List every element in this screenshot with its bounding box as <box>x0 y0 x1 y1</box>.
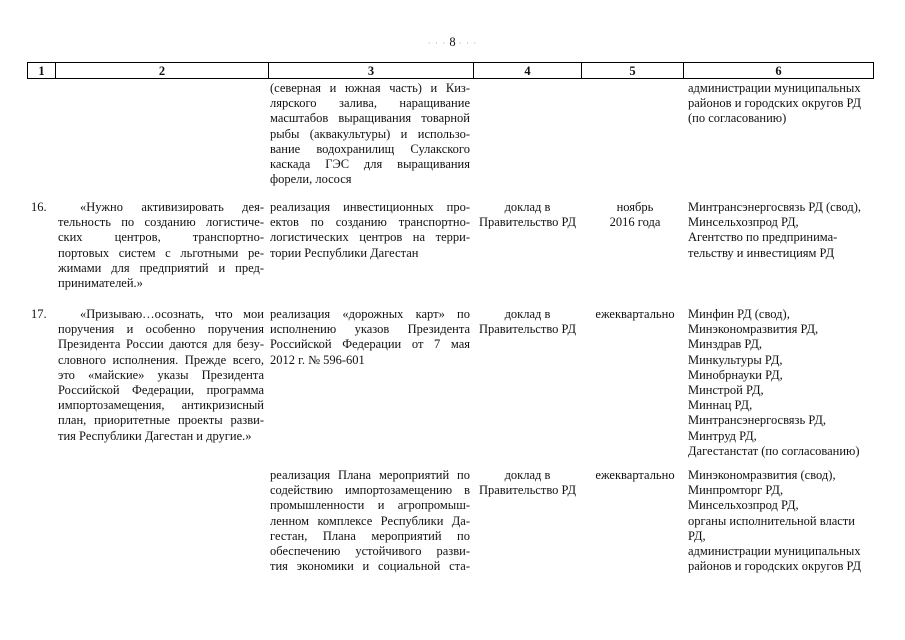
header-col-2: 2 <box>158 64 166 78</box>
row-16-col5: ноябрь 2016 года <box>609 200 661 230</box>
row-17-col6: Минфин РД (свод), Минэкономразвития РД, Минздрав РД, Минкультуры РД, Минобрнауки РД, Минстрой РД, Миннац РД, Минтрансэнергосвязь РД, Минтруд РД, Дагестанстат (по согласованию) <box>688 307 860 458</box>
row-17b-col5: ежеквартально <box>595 468 675 482</box>
row-16-col6: Минтрансэнергосвязь РД (свод), Минсельхозпрод РД, Агентство по предпринима- тельству и инвестициям РД <box>688 200 862 260</box>
row-16-number: 16. <box>31 200 47 214</box>
page-number-value: 8 <box>449 35 456 49</box>
scan-noise: · · · <box>427 38 447 48</box>
row-16-col2: «Нужно активизировать дея- тельность по созданию логистиче- ских центров, транспортно- портовых систем с льготными ре- жимами для предприятий и пред- принимателей.» <box>58 200 264 291</box>
row-16-col3: реализация инвестиционных про- ектов по созданию транспортно- логистических центров на терри- тории Республики Дагестан <box>270 200 470 260</box>
row-16-col4: доклад в Правительство РД <box>478 200 577 230</box>
header-col-3: 3 <box>367 64 375 78</box>
page-number <box>0 35 905 51</box>
row-17b-col4: доклад в Правительство РД <box>478 468 577 498</box>
row-17b-col6: Минэкономразвития (свод), Минпромторг РД, Минсельхозпрод РД, органы исполнительной власти РД, администрации муниципальных районов и городских округов РД <box>688 468 862 574</box>
header-col-5: 5 <box>629 64 636 78</box>
header-col-6: 6 <box>775 64 782 78</box>
header-col-divider <box>873 62 874 79</box>
header-col-4: 4 <box>524 64 531 78</box>
row-17-col3: реализация «дорожных карт» по исполнению указов Президента Российской Федерации от 7 мая 2012 г. № 596-601 <box>270 307 470 367</box>
row-17-number: 17. <box>31 307 47 321</box>
row-17b-col3: реализация Плана мероприятий по содействию импортозамещению в промышленности и агропромыш- ленном комплексе Республики Да- гестан, Плана мероприятий по обеспечению устойчивого разви- тия экономики и социальной ста- <box>270 468 470 574</box>
row-17-col2: «Призываю…осознать, что мои поручения и особенно поручения Президента России даются для безу- словного исполнения. Прежде всего, это «майские» указы Президента Российской Федерации, программа импортозамещения, антикризисный план, приоритетные проекты разви- тия Республики Дагестан и другие.» <box>58 307 264 443</box>
row-0-col3: (северная и южная часть) и Киз- лярского залива, наращивание масштабов выращивания товарной рыбы (аквакультуры) и использо- вание водохранилищ Сулакского каскада ГЭС для выращивания форели, лосося <box>270 81 470 187</box>
row-0-col6: администрации муниципальных районов и городских округов РД (по согласованию) <box>688 81 862 126</box>
header-bottom-rule <box>27 78 874 79</box>
row-17-col5: ежеквартально <box>595 307 675 321</box>
row-17-col4: доклад в Правительство РД <box>478 307 577 337</box>
scan-noise: · · · <box>458 38 478 48</box>
header-col-1: 1 <box>38 64 45 78</box>
